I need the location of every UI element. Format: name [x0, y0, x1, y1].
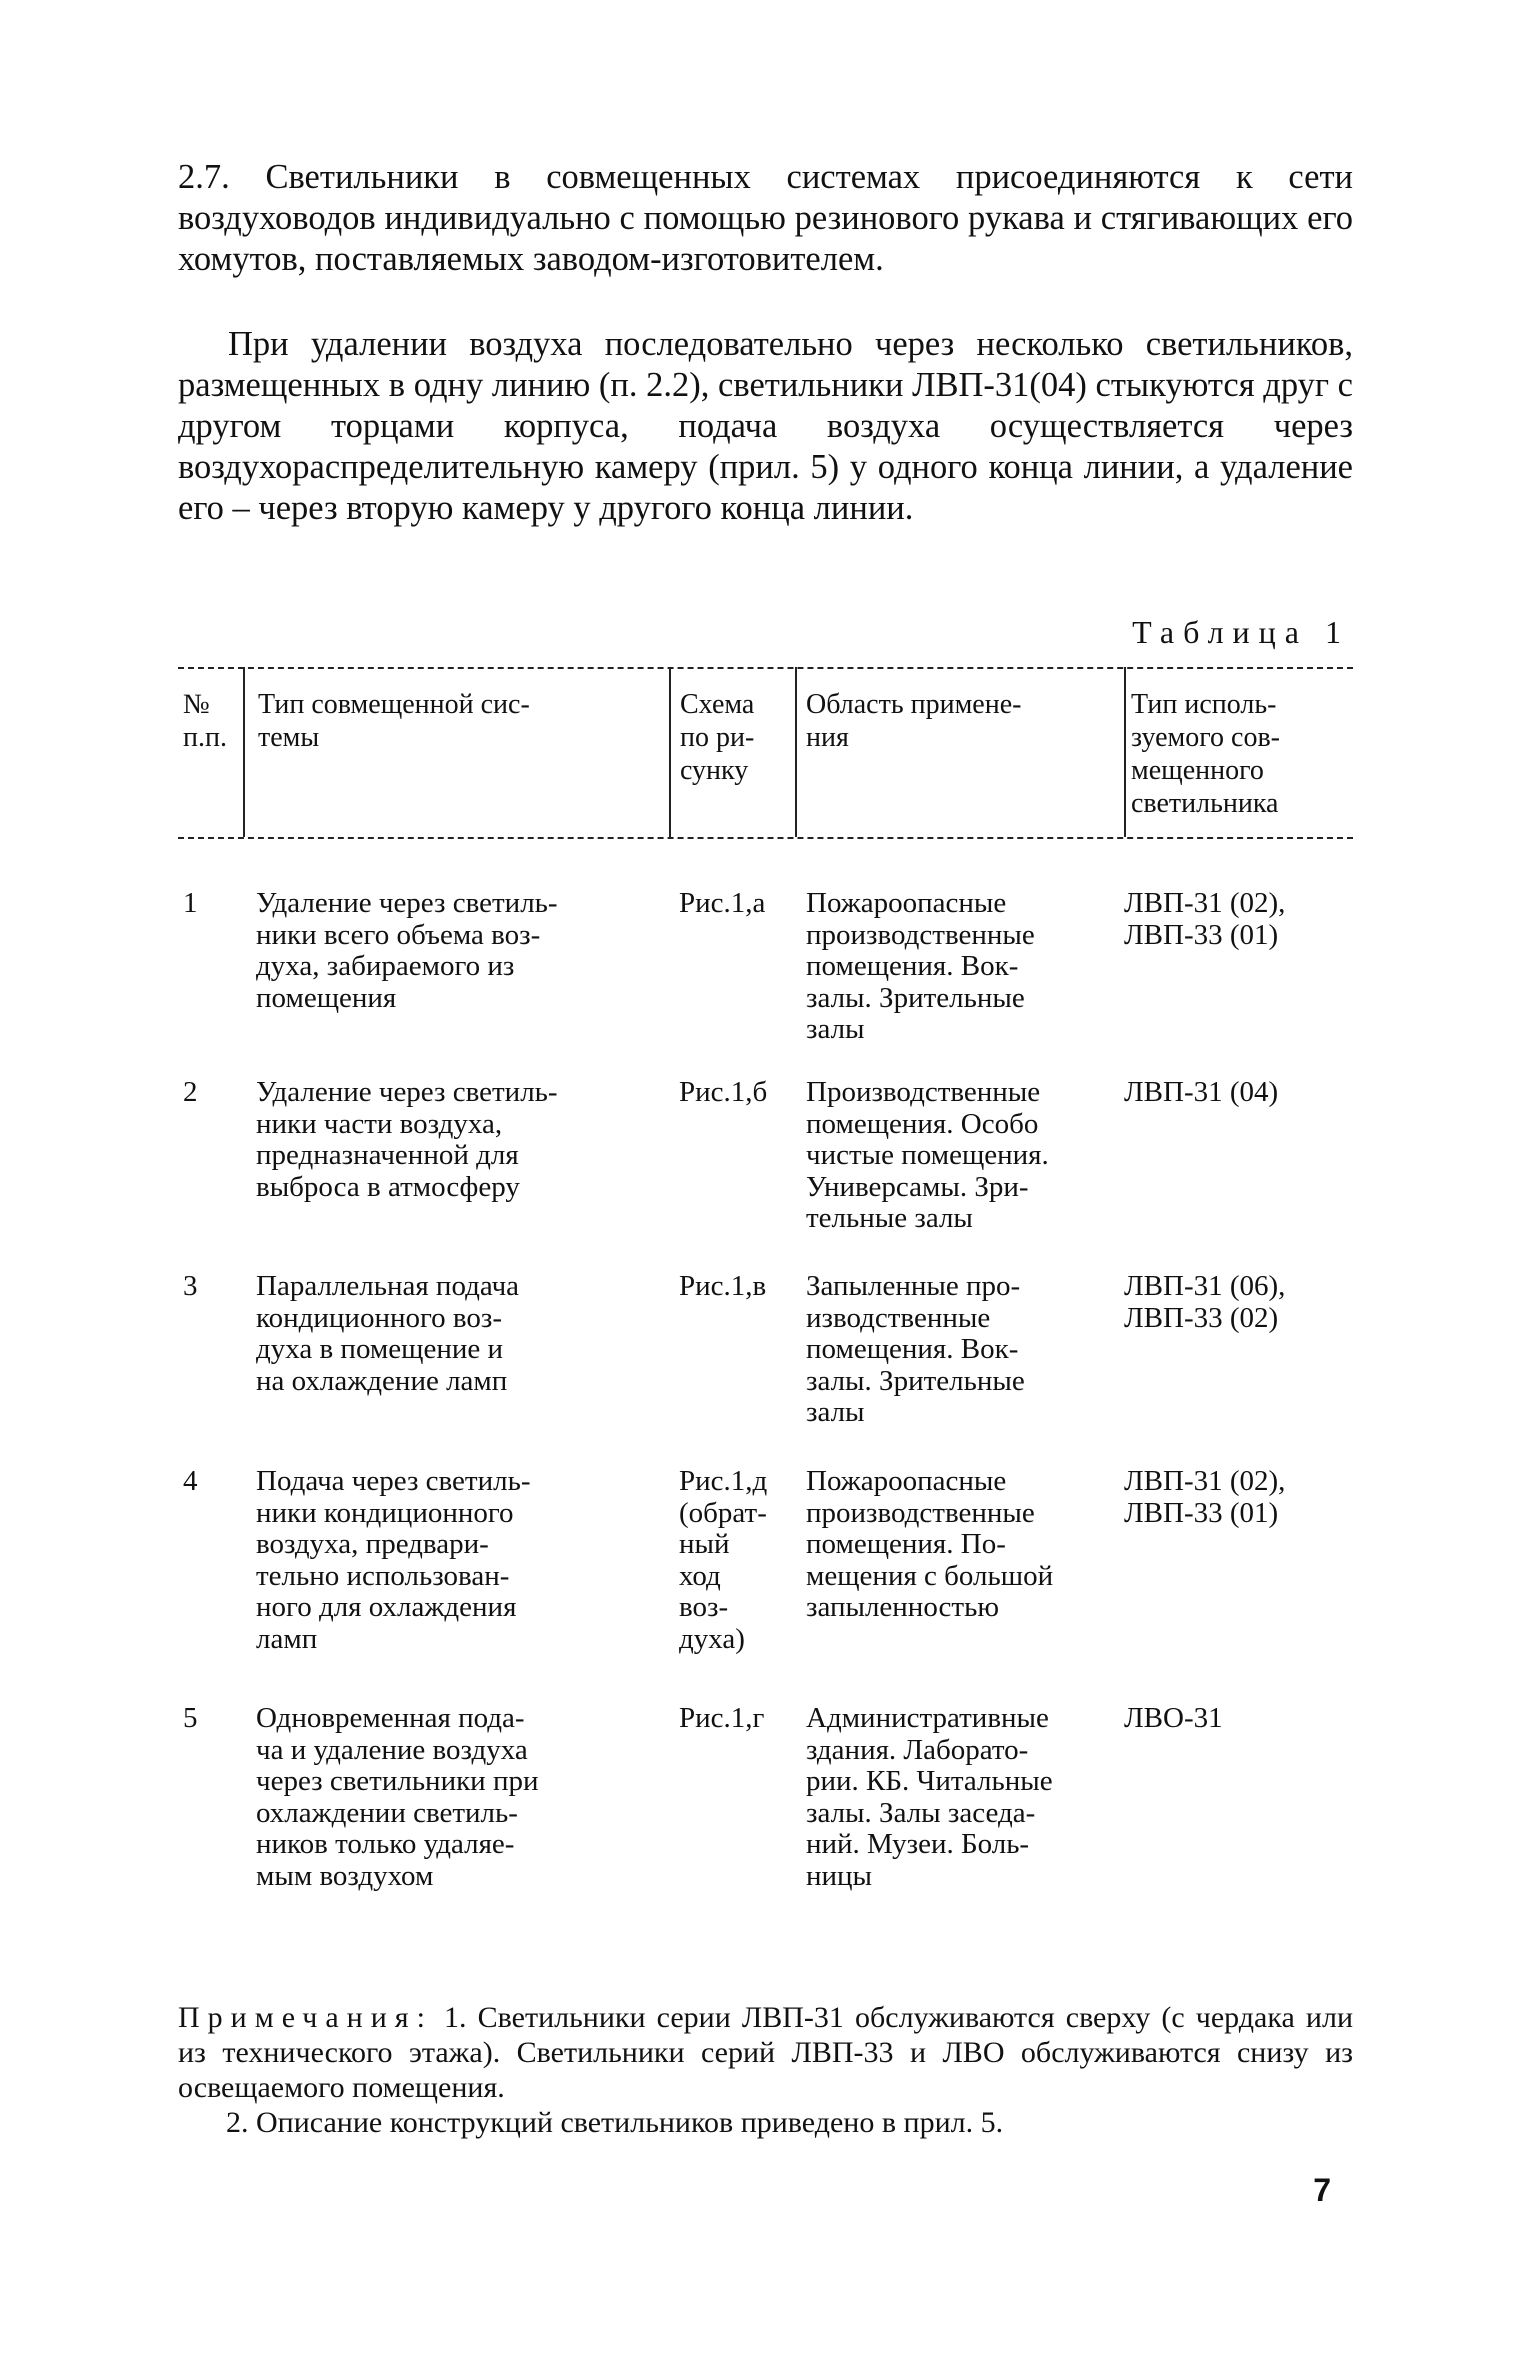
table-column-divider	[795, 667, 797, 837]
row-system-type: Одновременная пода- ча и удаление воздуха через светильники при охлаждении светиль- ников только удаляе- мым воздухом	[256, 1702, 539, 1892]
table-header-bottom-rule	[178, 837, 1353, 839]
table-column-divider	[243, 667, 245, 837]
row-luminaire-type: ЛВП-31 (06), ЛВП-33 (02)	[1124, 1270, 1286, 1334]
row-luminaire-type: ЛВП-31 (02), ЛВП-33 (01)	[1124, 1465, 1286, 1529]
row-system-type: Удаление через светиль- ники всего объема воз- духа, забираемого из помещения	[256, 887, 558, 1014]
row-application-area: Пожароопасные производственные помещения. Вок- залы. Зрительные залы	[806, 887, 1035, 1045]
row-scheme: Рис.1,б	[679, 1076, 768, 1108]
row-scheme: Рис.1,г	[679, 1702, 765, 1734]
row-system-type: Удаление через светиль- ники части воздуха, предназначенной для выброса в атмосферу	[256, 1076, 558, 1203]
paragraph-2-7: 2.7. Светильники в совмещенных системах присоединяются к сети воздуховодов индивидуально с помощью резинового рукава и стягивающих его хомутов, поставляемых заводом-изготовителем.	[178, 158, 1353, 278]
notes-block	[178, 2000, 1353, 2140]
row-luminaire-type: ЛВП-31 (02), ЛВП-33 (01)	[1124, 887, 1286, 951]
table-header-luminaire-type: Тип исполь- зуемого сов- мещенного светильника	[1131, 689, 1281, 819]
row-scheme: Рис.1,в	[679, 1270, 767, 1302]
page-number: 7	[1313, 2172, 1331, 2208]
table-caption: Таблица 1	[1132, 614, 1350, 650]
paragraph-air-removal-text: При удалении воздуха последовательно через несколько светильников, размещенных в одну линию (п. 2.2), светильники ЛВП-31(04) стыкуются друг с другом торцами корпуса, подача воздуха осуществляется через воздухораспределительную камеру (прил. 5) у одного конца линии, а удаление его – через вторую камеру у другого конца линии.	[178, 325, 1353, 527]
row-application-area: Административные здания. Лаборато- рии. КБ. Читальные залы. Залы заседа- ний. Музеи. Боль- ницы	[806, 1702, 1053, 1892]
table-column-divider	[669, 667, 671, 837]
row-luminaire-type: ЛВО-31	[1124, 1702, 1223, 1734]
row-scheme: Рис.1,а	[679, 887, 766, 919]
paragraph-air-removal	[178, 324, 1353, 529]
table-header-num: № п.п.	[183, 689, 227, 753]
row-application-area: Производственные помещения. Особо чистые помещения. Универсамы. Зри- тельные залы	[806, 1076, 1049, 1234]
row-system-type: Подача через светиль- ники кондиционного воздуха, предвари- тельно использован- ного для охлаждения ламп	[256, 1465, 531, 1655]
table-header-system-type: Тип совмещенной сис- темы	[258, 689, 530, 753]
note-2: 2. Описание конструкций светильников приведено в прил. 5.	[226, 2106, 1004, 2139]
row-application-area: Запыленные про- изводственные помещения. Вок- залы. Зрительные залы	[806, 1270, 1025, 1428]
row-application-area: Пожароопасные производственные помещения. По- мещения с большой запыленностью	[806, 1465, 1054, 1623]
table-header-top-rule	[178, 667, 1353, 669]
row-scheme: Рис.1,д (обрат- ный ход воз- духа)	[679, 1465, 768, 1655]
row-number: 4	[183, 1465, 198, 1497]
row-number: 3	[183, 1270, 198, 1302]
row-number: 5	[183, 1702, 198, 1734]
table-column-divider	[1124, 667, 1126, 837]
notes-label: Примечания:	[178, 2001, 433, 2034]
row-number: 2	[183, 1076, 198, 1108]
row-luminaire-type: ЛВП-31 (04)	[1124, 1076, 1279, 1108]
table-header-application-area: Область примене- ния	[806, 689, 1022, 753]
note-1: 1. Светильники серии ЛВП-31 обслуживаются сверху (с чердака или из технического этажа). Светильники серий ЛВП-33 и ЛВО обслуживаются снизу из освещаемого помещения.	[178, 2001, 1353, 2104]
row-number: 1	[183, 887, 198, 919]
table-header-scheme: Схема по ри- сунку	[680, 689, 755, 786]
row-system-type: Параллельная подача кондиционного воз- духа в помещение и на охлаждение ламп	[256, 1270, 520, 1397]
